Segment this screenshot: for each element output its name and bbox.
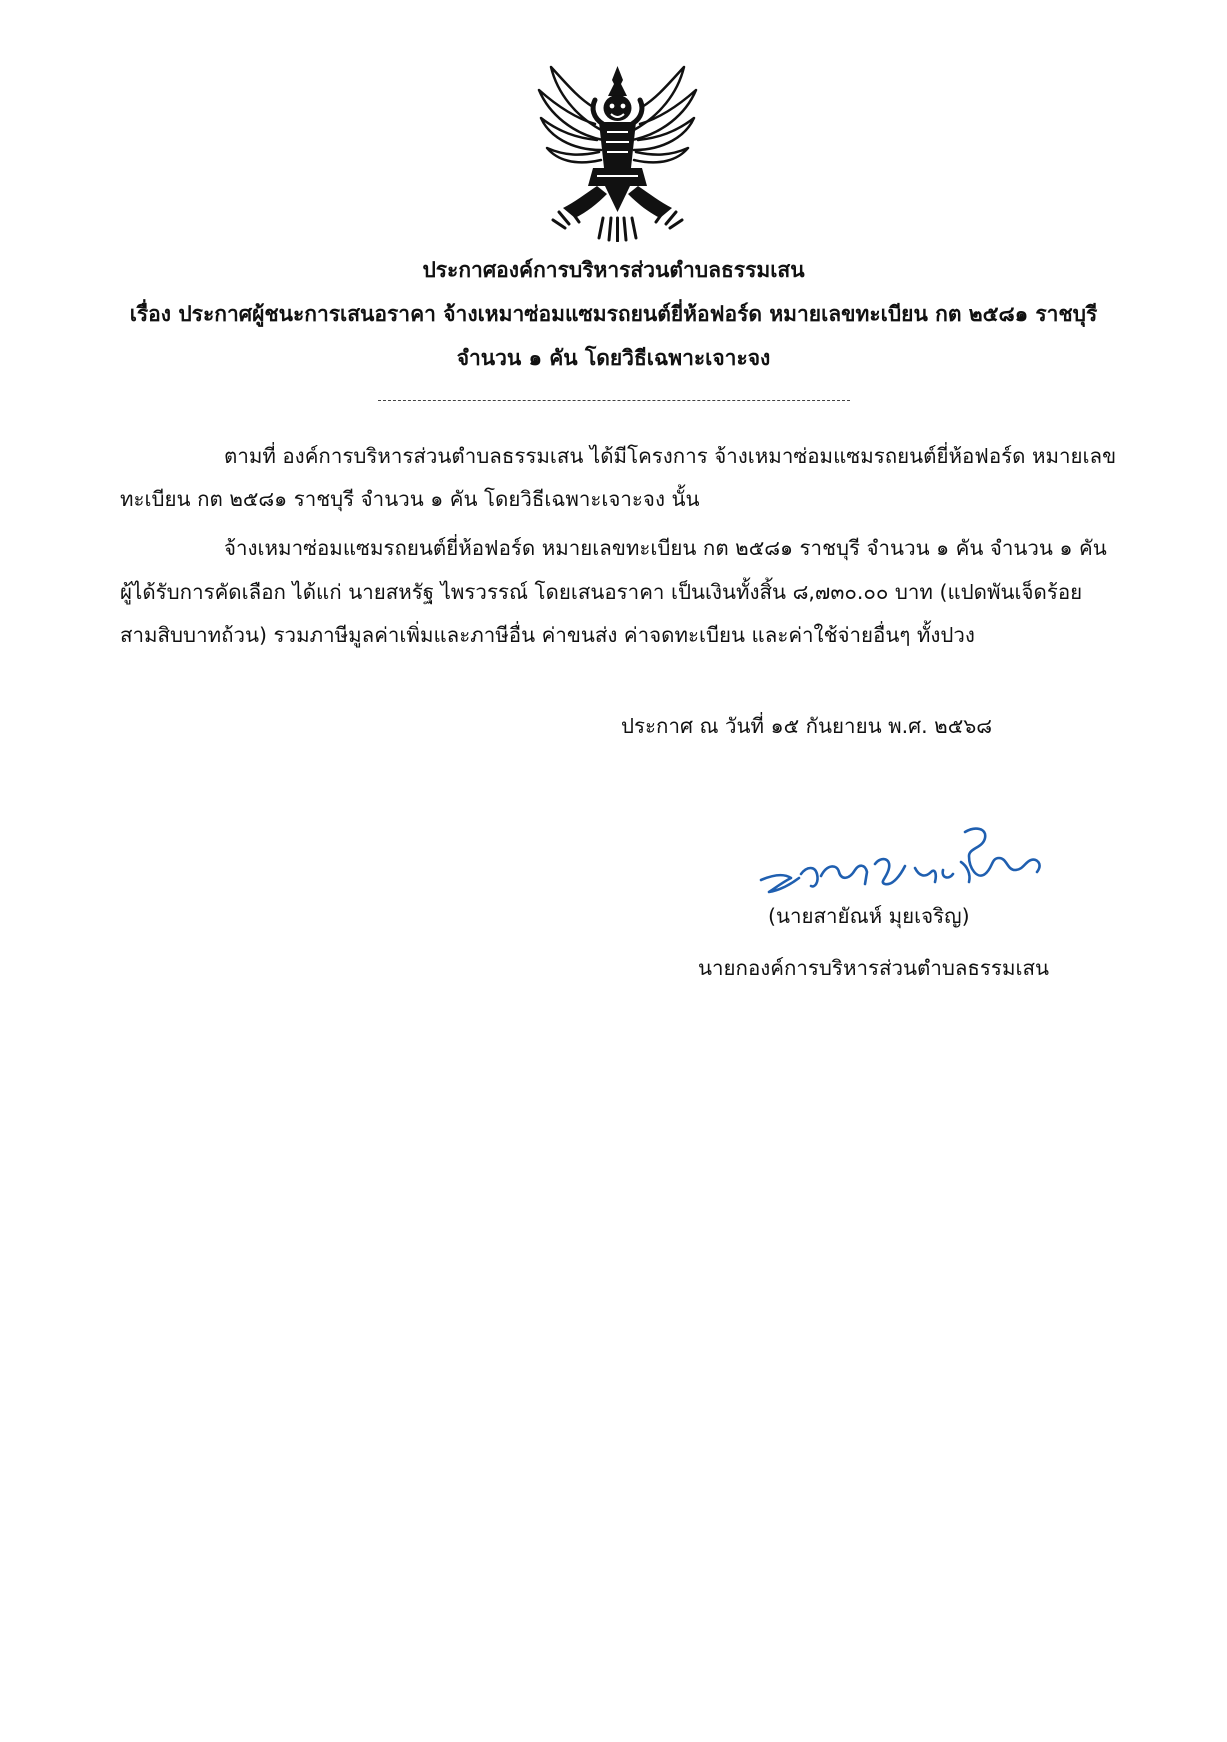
garuda-emblem-icon: [535, 62, 700, 242]
announcement-date: ประกาศ ณ วันที่ ๑๕ กันยายน พ.ศ. ๒๕๖๘: [621, 714, 993, 738]
announcement-title: ประกาศองค์การบริหารส่วนตำบลธรรมเสน: [422, 258, 805, 282]
announcement-subject: เรื่อง ประกาศผู้ชนะการเสนอราคา จ้างเหมาซ่อมแซมรถยนต์ยี่ห้อฟอร์ด หมายเลขทะเบียน กต ๒๕๘๑ ราชบุรี: [129, 302, 1098, 326]
signatory-name: (นายสายัณห์ มุยเจริญ): [768, 904, 970, 928]
handwritten-signature-icon: [755, 822, 1065, 902]
body-paragraph-2-line-2: ผู้ได้รับการคัดเลือก ได้แก่ นายสหรัฐ ไพรวรรณ์ โดยเสนอราคา เป็นเงินทั้งสิ้น ๘,๗๓๐.๐๐ บาท (แปดพันเจ็ดร้อย: [120, 580, 1083, 604]
body-paragraph-2-line-3: สามสิบบาทถ้วน) รวมภาษีมูลค่าเพิ่มและภาษีอื่น ค่าขนส่ง ค่าจดทะเบียน และค่าใช้จ่ายอื่นๆ ทั้งปวง: [120, 623, 975, 647]
body-paragraph-2-line-1: จ้างเหมาซ่อมแซมรถยนต์ยี่ห้อฟอร์ด หมายเลขทะเบียน กต ๒๕๘๑ ราชบุรี จำนวน ๑ คัน จำนวน ๑ คัน: [224, 536, 1107, 560]
body-paragraph-1-line-2: ทะเบียน กต ๒๕๘๑ ราชบุรี จำนวน ๑ คัน โดยวิธีเฉพาะเจาะจง นั้น: [120, 487, 700, 511]
signatory-position: นายกองค์การบริหารส่วนตำบลธรรมเสน: [698, 956, 1049, 980]
body-paragraph-1-line-1: ตามที่ องค์การบริหารส่วนตำบลธรรมเสน ได้มีโครงการ จ้างเหมาซ่อมแซมรถยนต์ยี่ห้อฟอร์ด หมายเลข: [224, 444, 1117, 468]
separator-line: [378, 400, 850, 401]
announcement-subject-cont: จำนวน ๑ คัน โดยวิธีเฉพาะเจาะจง: [456, 346, 771, 370]
